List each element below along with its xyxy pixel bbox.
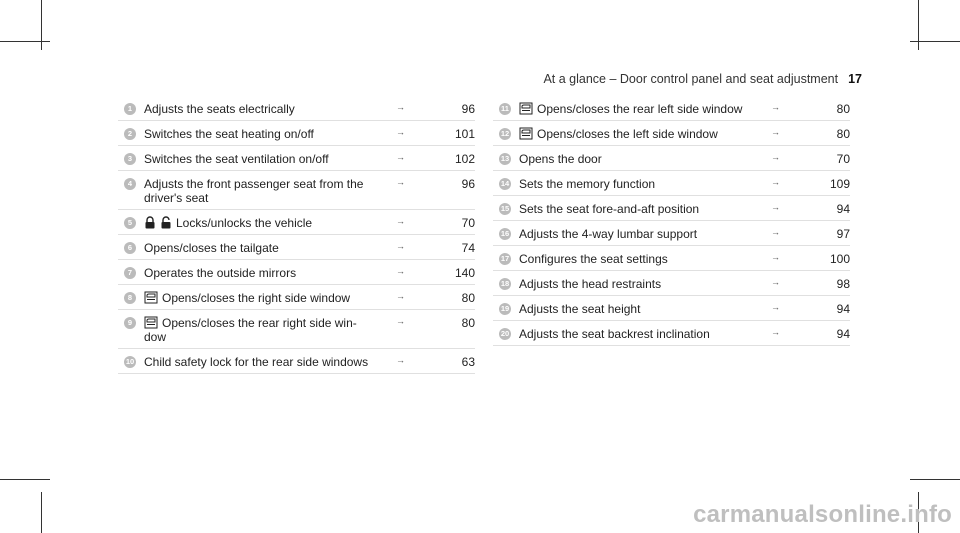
legend-row	[493, 321, 850, 346]
reference-arrow-icon: →	[396, 316, 405, 326]
legend-row	[118, 235, 475, 260]
legend-row	[493, 171, 850, 196]
item-description	[144, 241, 374, 255]
item-text: Adjusts the head restraints	[519, 277, 662, 291]
item-description	[144, 152, 374, 166]
page-reference[interactable]: 63	[461, 355, 475, 369]
item-text: Opens the door	[519, 152, 602, 166]
item-text: Operates the outside mirrors	[144, 266, 297, 280]
page-reference[interactable]: 140	[454, 266, 475, 280]
reference-arrow-icon: →	[396, 355, 405, 365]
page-reference[interactable]: 80	[461, 316, 475, 330]
page-reference[interactable]: 70	[461, 216, 475, 230]
item-description	[519, 202, 749, 216]
lock-icon	[144, 216, 156, 229]
item-text: Opens/closes the left side window	[537, 127, 718, 141]
window-icon	[519, 127, 533, 140]
page-reference[interactable]: 74	[461, 241, 475, 255]
item-description	[519, 102, 749, 116]
page-reference[interactable]: 109	[829, 177, 850, 191]
item-description	[519, 152, 749, 166]
legend-row	[118, 171, 475, 210]
page-reference[interactable]: 100	[829, 252, 850, 266]
item-number-badge: 20	[500, 329, 510, 338]
item-description	[144, 216, 374, 230]
item-text: Adjusts the front passenger seat from the driver's seat	[144, 177, 364, 205]
window-icon	[144, 316, 158, 329]
item-number-badge: 18	[500, 279, 510, 288]
crop-mark	[41, 0, 42, 50]
item-number-badge: 17	[500, 254, 510, 263]
page-reference[interactable]: 80	[836, 102, 850, 116]
item-text: Opens/closes the right side window	[162, 291, 351, 305]
page-reference[interactable]: 80	[836, 127, 850, 141]
legend-row	[118, 96, 475, 121]
legend-row	[493, 96, 850, 121]
legend-row	[118, 310, 475, 349]
reference-arrow-icon: →	[396, 291, 405, 301]
item-text: Switches the seat heating on/off	[144, 127, 314, 141]
item-description	[144, 316, 374, 344]
item-number-badge: 16	[500, 229, 510, 238]
item-text: Adjusts the seat backrest inclination	[519, 327, 710, 341]
item-number-badge: 5	[124, 217, 136, 229]
page-header	[543, 72, 862, 86]
reference-arrow-icon: →	[771, 302, 780, 312]
crop-mark	[0, 41, 50, 42]
item-text: Sets the seat fore-and-aft position	[519, 202, 700, 216]
item-number-badge: 12	[500, 129, 510, 138]
item-description	[519, 327, 749, 341]
reference-arrow-icon: →	[771, 327, 780, 337]
legend-row	[493, 296, 850, 321]
legend-row	[118, 210, 475, 235]
legend-row	[493, 246, 850, 271]
item-description	[519, 127, 749, 141]
item-description	[144, 355, 374, 369]
item-description	[519, 177, 749, 191]
window-icon	[519, 102, 533, 115]
legend-row	[493, 146, 850, 171]
crop-mark	[41, 492, 42, 533]
reference-arrow-icon: →	[396, 266, 405, 276]
page-reference[interactable]: 70	[836, 152, 850, 166]
legend-row	[118, 146, 475, 171]
reference-arrow-icon: →	[396, 241, 405, 251]
item-description	[519, 252, 749, 266]
watermark: carmanualsonline.info	[693, 501, 952, 528]
item-number-badge: 9	[124, 317, 136, 329]
legend-row	[118, 285, 475, 310]
item-number-badge: 15	[500, 204, 510, 213]
page-number: 17	[848, 72, 862, 86]
item-number-badge: 19	[500, 304, 510, 313]
page-reference[interactable]: 97	[836, 227, 850, 241]
left-legend-column	[118, 96, 475, 374]
window-icon	[144, 291, 158, 304]
reference-arrow-icon: →	[771, 177, 780, 187]
item-number-badge: 4	[124, 178, 136, 190]
item-number-badge: 6	[124, 242, 136, 254]
item-description	[144, 177, 374, 205]
reference-arrow-icon: →	[396, 152, 405, 162]
reference-arrow-icon: →	[771, 127, 780, 137]
item-text: Adjusts the seats electrically	[144, 102, 295, 116]
item-text: Opens/closes the rear left side window	[537, 102, 743, 116]
item-text: Sets the memory function	[519, 177, 656, 191]
legend-row	[493, 271, 850, 296]
legend-row	[118, 260, 475, 285]
reference-arrow-icon: →	[396, 216, 405, 226]
page-reference[interactable]: 94	[836, 302, 850, 316]
item-number-badge: 13	[500, 154, 510, 163]
page-reference[interactable]: 80	[461, 291, 475, 305]
crop-mark	[918, 0, 919, 50]
page-reference[interactable]: 96	[461, 102, 475, 116]
page-header-title: At a glance – Door control panel and seat adjustment	[543, 72, 839, 86]
item-description	[519, 227, 749, 241]
page-reference[interactable]: 96	[461, 177, 475, 191]
reference-arrow-icon: →	[771, 277, 780, 287]
item-text: Adjusts the seat height	[519, 302, 641, 316]
page-reference[interactable]: 94	[836, 202, 850, 216]
crop-mark	[910, 479, 960, 480]
item-number-badge: 2	[124, 128, 136, 140]
legend-row	[493, 221, 850, 246]
page-reference[interactable]: 98	[836, 277, 850, 291]
right-legend-column	[493, 96, 850, 346]
legend-row	[493, 121, 850, 146]
item-text: Adjusts the 4-way lumbar support	[519, 227, 698, 241]
reference-arrow-icon: →	[396, 102, 405, 112]
crop-mark	[0, 479, 50, 480]
reference-arrow-icon: →	[771, 227, 780, 237]
unlock-icon	[160, 216, 172, 229]
item-text: Opens/closes the rear right side win-dow	[144, 316, 357, 344]
item-text: Child safety lock for the rear side windows	[144, 355, 369, 369]
item-description	[519, 302, 749, 316]
item-text: Opens/closes the tailgate	[144, 241, 279, 255]
item-description	[144, 291, 374, 305]
item-text: Switches the seat ventilation on/off	[144, 152, 329, 166]
item-text: Locks/unlocks the vehicle	[176, 216, 313, 230]
page-reference[interactable]: 94	[836, 327, 850, 341]
item-number-badge: 14	[500, 179, 510, 188]
page-reference[interactable]: 102	[454, 152, 475, 166]
reference-arrow-icon: →	[771, 252, 780, 262]
item-number-badge: 1	[124, 103, 136, 115]
item-number-badge: 11	[499, 103, 511, 115]
item-number-badge: 7	[124, 267, 136, 279]
item-number-badge: 3	[124, 153, 136, 165]
reference-arrow-icon: →	[396, 127, 405, 137]
item-description	[144, 127, 374, 141]
item-text: Configures the seat settings	[519, 252, 668, 266]
legend-row	[493, 196, 850, 221]
reference-arrow-icon: →	[396, 177, 405, 187]
page-reference[interactable]: 101	[454, 127, 475, 141]
reference-arrow-icon: →	[771, 152, 780, 162]
legend-row	[118, 349, 475, 374]
reference-arrow-icon: →	[771, 102, 780, 112]
legend-row	[118, 121, 475, 146]
item-number-badge: 8	[124, 292, 136, 304]
item-description	[144, 266, 374, 280]
reference-arrow-icon: →	[771, 202, 780, 212]
item-description	[519, 277, 749, 291]
item-description	[144, 102, 374, 116]
item-number-badge: 10	[125, 357, 135, 366]
